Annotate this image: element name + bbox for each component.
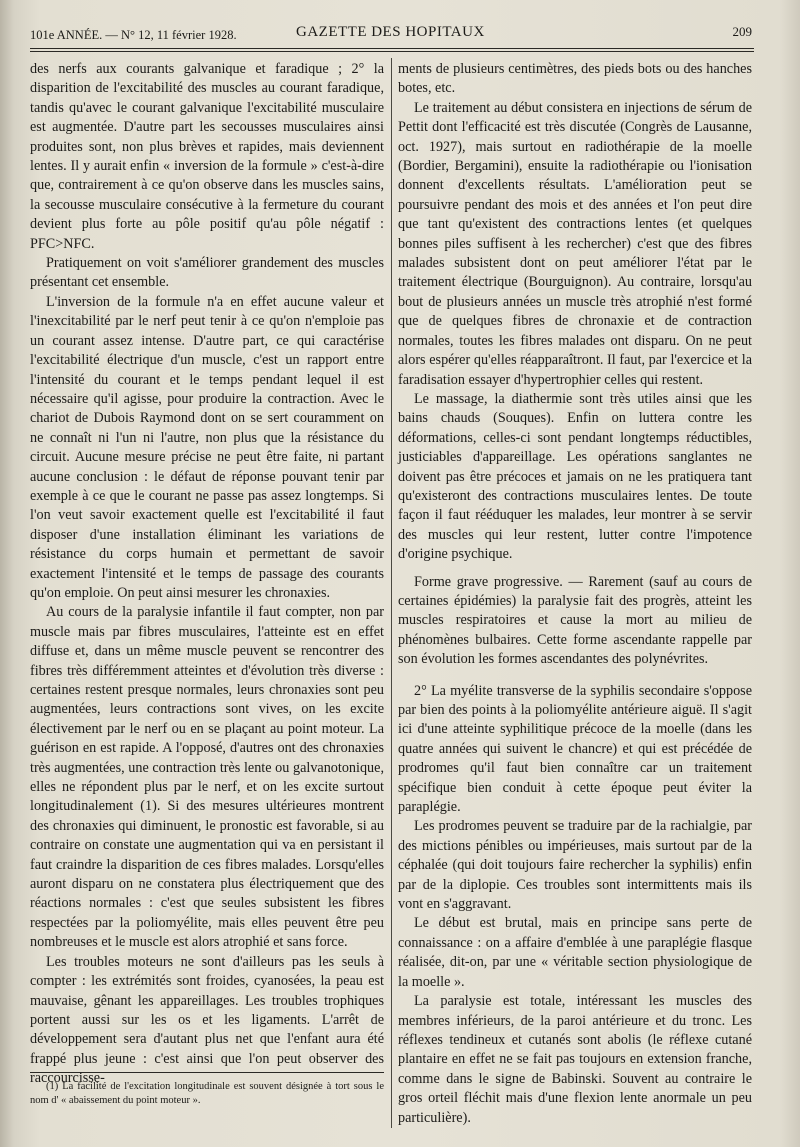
paragraph: Au cours de la paralysie infantile il faut compter, non par muscle mais par fibres musculaires, l'atteinte est en effet diffuse et, dans un même muscle peuvent se rencontrer des fibres très différemment atteintes et d'évolution très diverse : certaines restent presque normales, leurs chronaxies sont peu augmentées, leurs contractions sont vives, on les excite électivement par le nerf ou en se plaçant au point moteur. La guérison en est rapide. A l'opposé, d'autres ont des chronaxies très augmentées, une contraction très lente ou galvanotonique, elles ne répondent plus par le nerf, et on les excite surtout longitudinalement (1). Si des mesures ultérieures montrent des chronaxies qui diminuent, le pronostic est favorable, si au contraire on constate une augmentation qui va en persistant il faut craindre la disparition de ces fibres malades. Lorsqu'elles auront disparu on ne constatera plus électriquement que des réactions normales : c'est que seules subsistent les fibres respectées par la poliomyélite, mais elles peuvent être peu nombreuses et le muscle est alors atrophié et sans force. xyxy=(30,604,384,951)
paragraph: Les troubles moteurs ne sont d'ailleurs pas les seuls à compter : les extrémités sont froides, cyanosées, la peau est mauvaise, gênant les appareillages. Les troubles trophiques portent aussi sur les os et les ligaments. L'arrêt de développement sera d'autant plus net que l'enfant aura été frappé plus jeune : c'est ainsi que l'on peut observer des raccourcisse- xyxy=(30,953,384,1087)
header-rule xyxy=(30,48,754,49)
paragraph: Le massage, la diathermie sont très utiles ainsi que les bains chauds (Souques). Enfin on luttera contre les déformations, celles-ci sont pendant longtemps réductibles, justiciables d'appareillage. Les opérations sanglantes ne doivent pas être précoces et jamais on ne les pratiquera tant qu'existeront des contractions musculaires lentes. De toute façon il faut rééduquer les malades, leur montrer à se servir des muscles qui leur restent, lutter contre l'impotence d'origine psychique. xyxy=(398,390,752,563)
paragraph: Le début est brutal, mais en principe sans perte de connaissance : on a affaire d'emblée à une paraplégie flasque réalisée, dit-on, par une « véritable section physiologique de la moelle ». xyxy=(398,915,752,990)
column-divider xyxy=(391,58,392,1128)
left-column xyxy=(30,60,384,1089)
paragraph: Forme grave progressive. — Rarement (sauf au cours de certaines épidémies) la paralysie fait des progrès, atteint les muscles respiratoires et cause la mort au milieu de phénomènes bulbaires. Cette forme ascendante rappelle par son évolution les formes ascendantes des polynévrites. xyxy=(398,573,752,668)
journal-title: GAZETTE DES HOPITAUX xyxy=(296,24,485,40)
paragraph: Pratiquement on voit s'améliorer grandement des muscles présentant cet ensemble. xyxy=(30,255,384,291)
footnote-rule xyxy=(30,1072,384,1073)
footnote: (1) La facilité de l'excitation longitudinale est souvent désignée à tort sous le nom d' « abaissement du point moteur ». xyxy=(30,1081,384,1106)
paragraph: L'inversion de la formule n'a en effet aucune valeur et l'inexcitabilité par le nerf peut tenir à ce qu'on n'emploie pas un courant assez intense. D'autre part, ce qui caractérise l'excitabilité électrique d'un muscle, c'est un rapport entre l'intensité du courant et le temps pendant lequel il est nécessaire qu'il agisse, pour produire la contraction. Avec le chariot de Dubois Raymond dont on se sert couramment on ne connaît ni l'un ni l'autre, non plus que la résistance du circuit. Aucune mesure précise ne peut être faite, ni partant aucune conclusion : le défaut de réponse pouvant tenir par exemple à ce que le courant ne passe pas assez longtemps. Si l'on veut savoir exactement quelle est l'excitabilité il faut disposer d'une installation éliminant les variations de résistance du corps humain et permettant de savoir exactement l'intensité et le temps de passage des courants qu'on emploie. On peut ainsi mesurer les chronaxies. xyxy=(30,293,384,601)
paragraph: ments de plusieurs centimètres, des pieds bots ou des hanches botes, etc. xyxy=(398,61,752,97)
page-header xyxy=(30,18,752,48)
page-number: 209 xyxy=(732,24,752,39)
paragraph: La paralysie est totale, intéressant les muscles des membres inférieurs, de la paroi antérieure et du tronc. Les réflexes tendineux et cutanés sont abolis (le réflexe cutané plantaire en effet ne se fait pas toujours en extension franche, comme dans le signe de Babinski. Souvent au contraire le gros orteil fléchit mais d'une flexion lente anormale un peu particulière). xyxy=(398,993,752,1126)
paragraph: Le traitement au début consistera en injections de sérum de Pettit dont l'efficacité est très discutée (Congrès de Lausanne, oct. 1927), mais surtout en radiothérapie de la moelle (Bordier, Bergamini), ensuite la radiothérapie ou l'ionisation donnent d'excellents résultats. L'amélioration peut se poursuivre pendant des mois et des années et l'on peut dire que tant qu'existent des contractions lentes (et quelques bonnes piles suffisent à les rechercher) c'est que des fibres malades subsistent dont on peut améliorer l'état par le traitement électrique (Bourguignon). Au contraire, lorsqu'au bout de plusieurs années un muscle très atrophié n'est formé que de quelques fibres de chronaxie et de contraction normales, toutes les fibres malades ont disparu. On ne peut alors espérer qu'elles réapparaîtront. Il faut, par l'exercice et la faradisation essayer d'hypertrophier celles qui restent. xyxy=(398,99,752,388)
header-rule-double xyxy=(30,51,754,52)
paragraph: des nerfs aux courants galvanique et faradique ; 2° la disparition de l'excitabilité des muscles au courant faradique, tandis qu'avec le courant galvanique l'excitabilité musculaire est augmentée. D'autre part les secousses musculaires ainsi produites sont, non plus brèves et rapides, mais deviennent lentes. Il y aurait enfin « inversion de la formule » c'est-à-dire que, contrairement à ce qu'on observe dans les muscles sains, la secousse musculaire consécutive à la fermeture du courant devient plus forte au pôle positif qu'au pôle négatif : PFC>NFC. xyxy=(30,61,384,252)
paragraph: Les prodromes peuvent se traduire par de la rachialgie, par des mictions pénibles ou impérieuses, mais surtout par de la céphalée (qui doit toujours faire rechercher la syphilis) enfin par de la diplopie. Ces troubles sont intermittents mais ils vont en s'aggravant. xyxy=(398,818,752,913)
issue-info: 101e ANNÉE. — N° 12, 11 février 1928. xyxy=(30,28,237,42)
paragraph: 2° La myélite transverse de la syphilis secondaire s'oppose par bien des points à la poliomyélite antérieure aiguë. Il s'agit ici d'une atteinte syphilitique précoce de la moelle (dans les quatre années qui suivent le chancre) et qui est précédée de prodromes qu'il faut bien connaître car un traitement spécifique bien conduit à cette époque peut éviter la paraplégie. xyxy=(398,682,752,816)
right-column xyxy=(398,60,752,1128)
